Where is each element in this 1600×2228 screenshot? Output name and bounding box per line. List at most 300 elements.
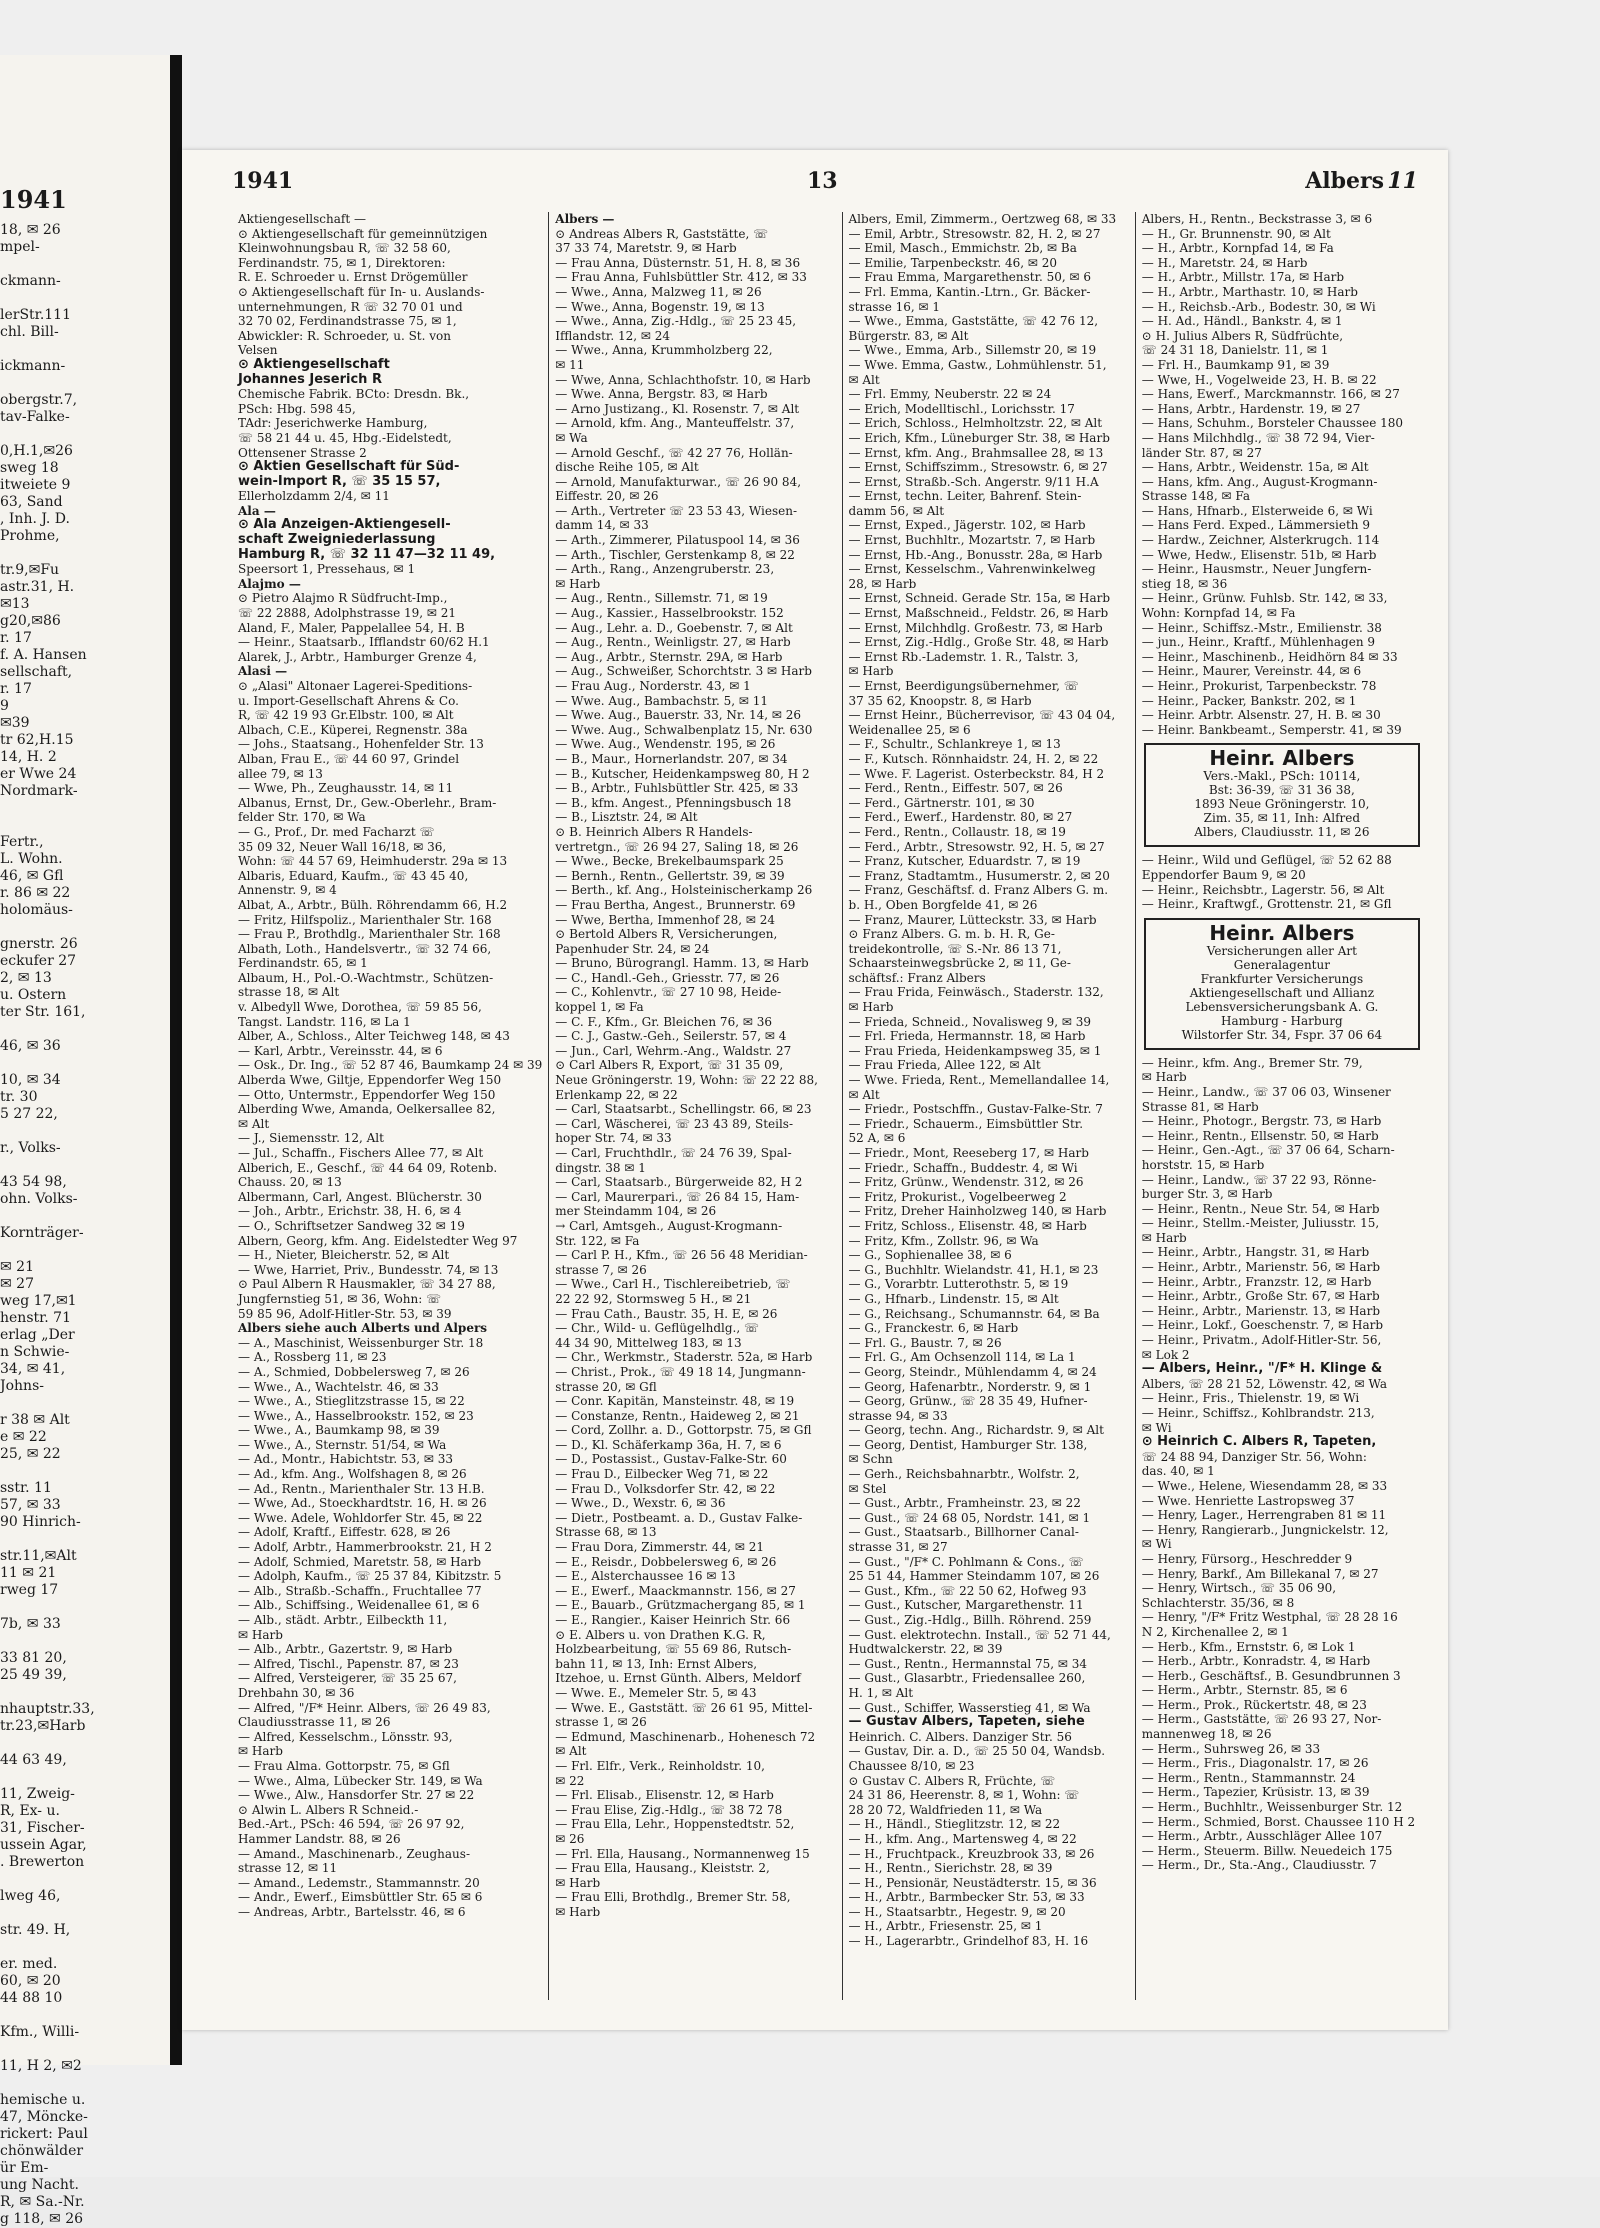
previous-page-line: sellschaft, — [0, 664, 73, 680]
directory-entry: 37 35 62, Knoopstr. 8, ✉ Harb — [848, 693, 1032, 708]
directory-entry: H. 1, ✉ Alt — [848, 1685, 914, 1700]
previous-page-line: hemische u. — [0, 2092, 86, 2108]
directory-entry: ✉ 11 — [555, 357, 585, 372]
directory-entry: — Arno Justizang., Kl. Rosenstr. 7, ✉ Alt — [555, 401, 800, 416]
advertisement-title: Heinr. Albers — [1209, 920, 1355, 945]
directory-entry: unternehmungen, R ☏ 32 70 01 und — [238, 299, 463, 314]
directory-entry: das. 40, ✉ 1 — [1141, 1464, 1215, 1479]
directory-entry: — Ferd., Rentn., Collaustr. 18, ✉ 19 — [848, 824, 1066, 839]
directory-entry: — Gust., ☏ 24 68 05, Nordstr. 141, ✉ 1 — [848, 1510, 1091, 1525]
previous-page-line: ✉ 21 — [0, 1259, 34, 1275]
directory-entry: — Heinr., Arbtr., Marienstr. 13, ✉ Harb — [1141, 1303, 1381, 1318]
directory-entry: — Emilie, Tarpenbeckstr. 46, ✉ 20 — [848, 255, 1058, 270]
directory-entry: strasse 12, ✉ 11 — [238, 1861, 338, 1876]
directory-entry: — H., Pensionär, Neustädterstr. 15, ✉ 36 — [848, 1875, 1097, 1890]
directory-entry: — Heinr., Staatsarb., Ifflandstr 60/62 H.1 — [238, 635, 490, 650]
advertisement-line: 1893 Neue Gröningerstr. 10, — [1194, 797, 1370, 812]
directory-entry: — Berth., kf. Ang., Holsteinischerkamp 26 — [555, 883, 813, 898]
directory-entry: — Frau Anna, Fuhlsbüttler Str. 412, ✉ 33 — [555, 270, 807, 285]
directory-entry: — Herb., Kfm., Ernststr. 6, ✉ Lok 1 — [1141, 1639, 1356, 1654]
directory-entry: — Ernst, Exped., Jägerstr. 102, ✉ Harb — [848, 518, 1086, 533]
directory-entry: — Aug., Rentn., Sillemstr. 71, ✉ 19 — [555, 591, 768, 606]
advertisement-line: Frankfurter Versicherungs — [1200, 971, 1364, 986]
directory-entry: — Heinr., Schiffsz.-Mstr., Emilienstr. 38 — [1141, 620, 1382, 635]
directory-entry: — Fritz, Grünw., Wendenstr. 312, ✉ 26 — [848, 1175, 1084, 1190]
directory-entry: Alberda Wwe, Giltje, Eppendorfer Weg 150 — [238, 1073, 502, 1088]
directory-entry: — Frau D., Volksdorfer Str. 42, ✉ 22 — [555, 1481, 776, 1496]
previous-page-line: lerStr.111 — [0, 307, 71, 323]
previous-page-line: ür Em- — [0, 2160, 49, 2176]
previous-page-line: 11, Zweig- — [0, 1786, 75, 1802]
directory-entry: — Herb., Geschäftsf., B. Gesundbrunnen 3 — [1141, 1668, 1401, 1683]
directory-entry: Papenhuder Str. 24, ✉ 24 — [555, 941, 710, 956]
directory-entry: — Heinr., Lokf., Goeschenstr. 7, ✉ Harb — [1141, 1318, 1384, 1333]
directory-entry: ✉ Harb — [555, 576, 601, 591]
directory-entry: — Frau Frieda, Heidenkampsweg 35, ✉ 1 — [848, 1043, 1102, 1058]
previous-page-line: r 38 ✉ Alt — [0, 1412, 70, 1428]
directory-entry: — Wwe. Anna, Bergstr. 83, ✉ Harb — [555, 387, 768, 402]
directory-entry: — C. J., Gastw.-Geh., Seilerstr. 57, ✉ 4 — [555, 1029, 787, 1044]
directory-entry: Claudiusstrasse 11, ✉ 26 — [238, 1715, 391, 1730]
directory-entry: — Ad., Montr., Habichtstr. 53, ✉ 33 — [238, 1452, 454, 1467]
directory-entry: — Heinr., Packer, Bankstr. 202, ✉ 1 — [1141, 693, 1357, 708]
directory-entry: — Georg, Dentist, Hamburger Str. 138, — [848, 1437, 1088, 1452]
directory-entry: ✉ 26 — [555, 1831, 585, 1846]
directory-entry: — Heinr., Rentn., Neue Str. 54, ✉ Harb — [1141, 1201, 1380, 1216]
directory-entry: — Henry, "/F* Fritz Westphal, ☏ 28 28 16 — [1141, 1610, 1398, 1625]
previous-page-line — [0, 1633, 170, 1650]
directory-columns — [232, 212, 1428, 2000]
directory-entry: — Frau Frida, Feinwäsch., Staderstr. 132, — [848, 985, 1104, 1000]
directory-entry: — Henry, Wirtsch., ☏ 35 06 90, — [1141, 1581, 1337, 1596]
directory-entry: — Wwe., Carl H., Tischlereibetrieb, ☏ — [555, 1277, 791, 1292]
directory-entry: — Wwe., A., Wachtelstr. 46, ✉ 33 — [238, 1379, 439, 1394]
directory-entry: ✉ Schn — [848, 1452, 893, 1467]
directory-entry: — Herm., Suhrsweg 26, ✉ 33 — [1141, 1741, 1321, 1756]
directory-entry: — Herm., Buchhltr., Weissenburger Str. 12 — [1141, 1800, 1403, 1815]
directory-entry: — Wwe. Aug., Bambachstr. 5, ✉ 11 — [555, 693, 769, 708]
directory-entry: — Heinr., Arbtr., Hangstr. 31, ✉ Harb — [1141, 1245, 1370, 1260]
previous-page-line: astr.31, H. — [0, 579, 75, 595]
directory-entry: — H., Arbtr., Millstr. 17a, ✉ Harb — [1141, 270, 1345, 285]
previous-page-line — [0, 1021, 170, 1038]
directory-entry: — Ernst Heinr., Bücherrevisor, ☏ 43 04 04, — [848, 708, 1116, 723]
directory-entry: ☏ 58 21 44 u. 45, Hbg.-Eidelstedt, — [238, 430, 452, 445]
directory-entry: — Frieda, Schneid., Novalisweg 9, ✉ 39 — [848, 1014, 1092, 1029]
directory-entry: — Wwe. F. Lagerist. Osterbeckstr. 84, H 2 — [848, 766, 1105, 781]
directory-entry: — Heinr., Arbtr., Franzstr. 12, ✉ Harb — [1141, 1274, 1372, 1289]
previous-page-line: r., Volks- — [0, 1140, 61, 1156]
previous-page-line: Nordmark- — [0, 783, 78, 799]
directory-entry: — Friedr., Mont, Reeseberg 17, ✉ Harb — [848, 1146, 1089, 1160]
directory-entry: — Arth., Vertreter ☏ 23 53 43, Wiesen- — [555, 503, 798, 518]
directory-entry: Chemische Fabrik. BCto: Dresdn. Bk., — [238, 387, 470, 402]
directory-entry: — Henry, Barkf., Am Billekanal 7, ✉ 27 — [1141, 1566, 1379, 1581]
directory-entry: ✉ Harb — [1141, 1230, 1187, 1245]
previous-page-line: 33 81 20, — [0, 1650, 67, 1666]
directory-entry: ✉ Harb — [848, 664, 894, 679]
directory-entry: — Emil, Arbtr., Stresowstr. 82, H. 2, ✉ 27 — [848, 226, 1101, 241]
directory-entry: — Georg, Hafenarbtr., Norderstr. 9, ✉ 1 — [848, 1379, 1092, 1394]
directory-entry: — Henry, Rangierarb., Jungnickelstr. 12, — [1141, 1522, 1389, 1537]
directory-entry: — Hans Ferd. Exped., Lämmersieth 9 — [1141, 518, 1370, 533]
directory-entry: Aland, F., Maler, Pappelallee 54, H. B — [238, 620, 465, 635]
previous-page-line — [0, 1905, 170, 1922]
directory-entry: v. Albedyll Wwe, Dorothea, ☏ 59 85 56, — [238, 1000, 482, 1015]
previous-page-line: eckufer 27 — [0, 953, 77, 969]
previous-page-line: ter Str. 161, — [0, 1004, 86, 1020]
directory-entry: — Fritz, Dreher Hainholzweg 140, ✉ Harb — [848, 1204, 1107, 1219]
advertisement-line: Lebensversicherungsbank A. G. — [1185, 999, 1379, 1014]
previous-page-line: tav-Falke- — [0, 409, 70, 425]
directory-entry: — Wwe. E., Memeler Str. 5, ✉ 43 — [555, 1685, 757, 1700]
directory-entry: — Arnold, Manufakturwar., ☏ 26 90 84, — [555, 474, 802, 489]
directory-entry: — Frau Emma, Margarethenstr. 50, ✉ 6 — [848, 270, 1092, 285]
previous-page-line: 18, ✉ 26 — [0, 222, 61, 238]
directory-entry: — G., Vorarbtr. Lutterothstr. 5, ✉ 19 — [848, 1277, 1069, 1292]
directory-entry: koppel 1, ✉ Fa — [555, 1000, 644, 1015]
directory-entry: — Gust., Rentn., Hermannstal 75, ✉ 34 — [848, 1656, 1088, 1671]
previous-page-line: itweiete 9 — [0, 477, 71, 493]
directory-entry: — Osk., Dr. Ing., ☏ 52 87 46, Baumkamp 24 ✉ 39 — [238, 1058, 543, 1073]
previous-page-line — [0, 1684, 170, 1701]
directory-entry: — Wwe., Anna, Malzweg 11, ✉ 26 — [555, 284, 762, 299]
directory-entry: — B., Arbtr., Fuhlsbüttler Str. 425, ✉ 33 — [555, 781, 799, 796]
directory-entry: 59 85 96, Adolf-Hitler-Str. 53, ✉ 39 — [238, 1306, 452, 1321]
directory-entry: damm 56, ✉ Alt — [848, 503, 945, 518]
page-number: 13 — [807, 168, 838, 194]
directory-entry: ✉ Harb — [555, 1875, 601, 1890]
previous-page-line: r. 17 — [0, 681, 32, 697]
directory-entry: — Wwe., Emma, Gaststätte, ☏ 42 76 12, — [848, 314, 1099, 329]
advertisement-line: Vers.-Makl., PSch: 10114, — [1203, 769, 1361, 784]
directory-entry: — Wwe. Henriette Lastropsweg 37 — [1141, 1493, 1355, 1508]
directory-entry: — Heinr., Prokurist, Tarpenbeckstr. 78 — [1141, 679, 1377, 693]
previous-page-line: 5 27 22, — [0, 1106, 58, 1122]
previous-page-line: L. Wohn. — [0, 851, 63, 867]
previous-page-line — [0, 919, 170, 936]
column-1 — [232, 212, 549, 2000]
column-3 — [843, 212, 1136, 2000]
directory-entry: — C., Kohlenvtr., ☏ 27 10 98, Heide- — [555, 985, 782, 1000]
directory-entry: Drehbahn 30, ✉ 36 — [238, 1685, 355, 1700]
directory-entry: — Ernst, kfm. Ang., Brahmsallee 28, ✉ 13 — [848, 445, 1104, 460]
directory-entry: ✉ 22 — [555, 1773, 585, 1788]
directory-entry: schaft Zweigniederlassung — [238, 532, 436, 548]
directory-entry: — H., Rentn., Sierichstr. 28, ✉ 39 — [848, 1861, 1053, 1876]
directory-entry: Velsen — [238, 343, 278, 358]
directory-entry: — Wwe., Alma, Lübecker Str. 149, ✉ Wa — [238, 1773, 483, 1788]
directory-entry: R. E. Schroeder u. Ernst Drögemüller — [238, 270, 468, 285]
directory-entry: — Herm., Rentn., Stammannstr. 24 — [1141, 1770, 1356, 1785]
directory-entry: — Ferd., Rentn., Eiffestr. 507, ✉ 26 — [848, 781, 1063, 796]
directory-entry: — H., Arbtr., Friesenstr. 25, ✉ 1 — [848, 1919, 1043, 1934]
directory-entry: — Herb., Arbtr., Konradstr. 4, ✉ Harb — [1141, 1654, 1371, 1669]
column-4 — [1136, 212, 1428, 2000]
directory-entry: — Dietr., Postbeamt. a. D., Gustav Falke- — [555, 1510, 803, 1525]
directory-entry: — Wwe., Emma, Arb., Sillemstr 20, ✉ 19 — [848, 343, 1097, 358]
directory-entry: — Wwe., Anna, Bogenstr. 19, ✉ 13 — [555, 299, 765, 314]
directory-entry: Str. 122, ✉ Fa — [555, 1233, 640, 1248]
previous-page-line: chönwälder — [0, 2143, 84, 2159]
directory-entry: — F., Schultr., Schlankreye 1, ✉ 13 — [848, 737, 1061, 752]
directory-entry: — Wwe., Alw., Hansdorfer Str. 27 ✉ 22 — [238, 1788, 475, 1803]
advertisement-line: Wilstorfer Str. 34, Fspr. 37 06 64 — [1181, 1027, 1383, 1042]
directory-entry: — Herm., Prok., Rückertstr. 48, ✉ 23 — [1141, 1697, 1367, 1712]
previous-page-line: R, Ex- u. — [0, 1803, 60, 1819]
directory-entry: — Wwe., Becke, Brekelbaumspark 25 — [555, 854, 784, 869]
directory-entry: — Heinr., Privatm., Adolf-Hitler-Str. 56, — [1141, 1333, 1382, 1348]
directory-entry: — Friedr., Postschffn., Gustav-Falke-Str. 7 — [848, 1102, 1103, 1117]
directory-entry: Hamburg R, ☏ 32 11 47—32 11 49, — [238, 546, 496, 562]
directory-entry: felder Str. 170, ✉ Wa — [238, 810, 366, 825]
directory-entry: — Heinr., Photogr., Bergstr. 73, ✉ Harb — [1141, 1114, 1382, 1129]
directory-entry: — Karl, Arbtr., Vereinsstr. 44, ✉ 6 — [238, 1043, 443, 1058]
directory-entry: Tangst. Landstr. 116, ✉ La 1 — [238, 1014, 411, 1029]
directory-entry: Heinrich. C. Albers. Danziger Str. 56 — [848, 1729, 1072, 1744]
previous-page-line: sweg 18 — [0, 460, 59, 476]
previous-page-line: 46, ✉ 36 — [0, 1038, 61, 1054]
previous-page-line: ickmann- — [0, 358, 66, 374]
directory-entry: — Wwe., A., Sternstr. 51/54, ✉ Wa — [238, 1437, 447, 1452]
directory-entry: — Jun., Carl, Wehrm.-Ang., Waldstr. 27 — [555, 1043, 792, 1058]
previous-page-line — [0, 1939, 170, 1956]
directory-entry: schäftsf.: Franz Albers — [848, 970, 986, 985]
directory-entry: Albat, A., Arbtr., Bülh. Röhrendamm 66, H.2 — [238, 897, 508, 912]
directory-entry: — B., Lisztstr. 24, ✉ Alt — [555, 810, 698, 825]
directory-entry: — Heinr., Landw., ☏ 37 06 03, Winsener — [1141, 1084, 1391, 1099]
directory-entry: Wohn: ☏ 44 57 69, Heimhuderstr. 29a ✉ 13 — [238, 854, 508, 869]
running-head-volume: 11 — [1387, 168, 1418, 194]
directory-entry: — Arnold Geschf., ☏ 42 27 76, Hollän- — [555, 445, 793, 460]
directory-entry: ⊙ Franz Albers. G. m. b. H. R, Ge- — [848, 927, 1055, 942]
directory-entry: — G., Reichsang., Schumannstr. 64, ✉ Ba — [848, 1306, 1100, 1321]
directory-entry: allee 79, ✉ 13 — [238, 766, 323, 781]
directory-entry: stieg 18, ✉ 36 — [1141, 576, 1228, 591]
directory-entry: — Herm., Gaststätte, ☏ 26 93 27, Nor- — [1141, 1712, 1382, 1727]
directory-entry: damm 14, ✉ 33 — [555, 518, 649, 533]
directory-entry: ⊙ Heinrich C. Albers R, Tapeten, — [1141, 1434, 1377, 1450]
directory-entry: dingstr. 38 ✉ 1 — [555, 1160, 646, 1175]
directory-entry: — Hardw., Zeichner, Alsterkrugch. 114 — [1141, 533, 1380, 548]
previous-page-line: henstr. 71 — [0, 1310, 71, 1326]
directory-entry: — Gust., Zig.-Hdlg., Billh. Röhrend. 259 — [848, 1613, 1092, 1627]
directory-entry: — Ernst, Kesselschm., Vahrenwinkelweg — [848, 562, 1096, 577]
directory-entry: — B., kfm. Angest., Pfenningsbusch 18 — [555, 795, 792, 810]
directory-entry: — Frl. Emma, Kantin.-Ltrn., Gr. Bäcker- — [848, 284, 1091, 299]
directory-entry: Albers, H., Rentn., Beckstrasse 3, ✉ 6 — [1141, 212, 1373, 226]
directory-entry: ⊙ Aktiengesellschaft für In- u. Auslands- — [238, 284, 485, 299]
directory-entry: — Franz, Stadtamtm., Husumerstr. 2, ✉ 20 — [848, 868, 1110, 883]
directory-entry: ⊙ Carl Albers R, Export, ☏ 31 35 09, — [555, 1058, 784, 1073]
directory-entry: — Ferd., Arbtr., Stresowstr. 92, H. 5, ✉ 27 — [848, 839, 1105, 854]
directory-entry: — Henry, Lager., Herrengraben 81 ✉ 11 — [1141, 1508, 1387, 1523]
directory-entry: — Franz, Kutscher, Eduardstr. 7, ✉ 19 — [848, 854, 1081, 869]
directory-entry: — Hans Milchhdlg., ☏ 38 72 94, Vier- — [1141, 430, 1375, 445]
previous-page-line: tr 62,H.15 — [0, 732, 74, 748]
column-2 — [549, 212, 842, 2000]
directory-entry: länder Str. 87, ✉ 27 — [1141, 445, 1262, 460]
directory-entry: ⊙ Paul Albern R Hausmakler, ☏ 34 27 88, — [238, 1277, 496, 1292]
directory-entry: — Arnold, kfm. Ang., Manteuffelstr. 37, — [555, 416, 795, 431]
previous-page-line — [0, 1531, 170, 1548]
directory-entry: — Erich, Kfm., Lüneburger Str. 38, ✉ Harb — [848, 430, 1110, 445]
directory-entry: — Herm., Tapezier, Krüsistr. 13, ✉ 39 — [1141, 1785, 1370, 1800]
directory-entry: — G., Franckestr. 6, ✉ Harb — [848, 1321, 1019, 1336]
directory-entry: — Amand., Ledemstr., Stammannstr. 20 — [238, 1875, 480, 1890]
previous-page-line: ussein Agar, — [0, 1837, 87, 1853]
directory-entry: — Heinr., Hausmstr., Neuer Jungfern- — [1141, 562, 1372, 577]
directory-entry: → Carl, Amtsgeh., August-Krogmann- — [555, 1218, 783, 1233]
directory-entry: — Adolf, Schmied, Maretstr. 58, ✉ Harb — [238, 1554, 482, 1569]
directory-entry: — Gust., Kutscher, Margarethenstr. 11 — [848, 1598, 1084, 1613]
previous-page-line: n Schwie- — [0, 1344, 70, 1360]
previous-page-line: g 118, ✉ 26 — [0, 2211, 84, 2227]
previous-page-line: lweg 46, — [0, 1888, 61, 1904]
directory-entry: — Frau Elli, Brothdlg., Bremer Str. 58, — [555, 1890, 791, 1905]
directory-entry: ✉ Wi — [1141, 1420, 1172, 1435]
directory-entry: — Wwe. E., Gaststätt. ☏ 26 61 95, Mittel- — [555, 1700, 813, 1715]
directory-entry: — Albers, Heinr., "/F* H. Klinge & — [1141, 1361, 1383, 1377]
directory-entry: Ifflandstr. 12, ✉ 24 — [555, 328, 671, 343]
directory-entry: Eppendorfer Baum 9, ✉ 20 — [1141, 867, 1306, 882]
directory-entry: — Wwe., A., Hasselbrookstr. 152, ✉ 23 — [238, 1408, 474, 1423]
directory-entry: — Aug., Arbtr., Sternstr. 29A, ✉ Harb — [555, 649, 783, 664]
directory-entry: — Gust., Schiffer, Wasserstieg 41, ✉ Wa — [848, 1700, 1091, 1715]
previous-page-line: tr.9,✉Fu — [0, 562, 60, 578]
directory-entry: Bürgerstr. 83, ✉ Alt — [848, 328, 969, 343]
directory-entry: ✉ Alt — [238, 1116, 270, 1131]
directory-entry: Bed.-Art., PSch: 46 594, ☏ 26 97 92, — [238, 1817, 465, 1832]
directory-entry: — Wwe., Anna, Zig.-Hdlg., ☏ 25 23 45, — [555, 314, 797, 329]
directory-entry: — Bruno, Bürograngl. Hamm. 13, ✉ Harb — [555, 956, 809, 971]
directory-entry: — Hans, Hfnarb., Elsterweide 6, ✉ Wi — [1141, 503, 1373, 518]
directory-entry: — Gustav Albers, Tapeten, siehe — [848, 1714, 1085, 1730]
section-heading: Albers siehe auch Alberts und Alpers — [238, 1321, 488, 1336]
directory-entry: — Gustav, Dir. a. D., ☏ 25 50 04, Wandsb. — [848, 1744, 1106, 1759]
directory-entry: Johannes Jeserich R — [238, 371, 382, 387]
previous-page-line: 10, ✉ 34 — [0, 1072, 61, 1088]
directory-entry: — Frl. G., Baustr. 7, ✉ 26 — [848, 1335, 1002, 1350]
directory-entry: Alban, Frau E., ☏ 44 60 97, Grindel — [238, 751, 460, 766]
directory-entry: Alarek, J., Arbtr., Hamburger Grenze 4, — [238, 649, 477, 664]
directory-entry: — Gerh., Reichsbahnarbtr., Wolfstr. 2, — [848, 1467, 1080, 1482]
directory-entry: — H. Ad., Händl., Bankstr. 4, ✉ 1 — [1141, 314, 1343, 329]
directory-entry: — Ad., Rentn., Marienthaler Str. 13 H.B. — [238, 1481, 485, 1496]
directory-entry: — Frau D., Eilbecker Weg 71, ✉ 22 — [555, 1467, 769, 1482]
directory-entry: — H., Lagerarbtr., Grindelhof 83, H. 16 — [848, 1934, 1089, 1949]
directory-entry: 22 22 92, Stormsweg 5 H., ✉ 21 — [555, 1291, 752, 1306]
previous-page-line — [0, 2075, 170, 2092]
directory-entry: strasse 20, ✉ Gfl — [555, 1379, 657, 1394]
directory-entry: — Wwe. Aug., Wendenstr. 195, ✉ 26 — [555, 737, 776, 752]
previous-page-line — [0, 1395, 170, 1412]
directory-entry: — Alfred, Tischl., Papenstr. 87, ✉ 23 — [238, 1656, 459, 1671]
previous-page-line: chl. Bill- — [0, 324, 59, 340]
directory-entry: ⊙ „Alasi" Altonaer Lagerei-Speditions- — [238, 679, 473, 693]
directory-entry: — H., Staatsarbtr., Hegestr. 9, ✉ 20 — [848, 1904, 1066, 1919]
previous-page-line: Kfm., Willi- — [0, 2024, 80, 2040]
advertisement-box — [1144, 743, 1420, 847]
directory-entry: — Wwe. Aug., Schwalbenplatz 15, Nr. 630 — [555, 722, 813, 737]
directory-entry: — H., Reichsb.-Arb., Bodestr. 30, ✉ Wi — [1141, 299, 1376, 314]
directory-entry: — Heinr., Stellm.-Meister, Juliusstr. 15, — [1141, 1216, 1380, 1231]
directory-entry: — Frau Elise, Zig.-Hdlg., ☏ 38 72 78 — [555, 1802, 783, 1817]
previous-page-line: r. 86 ✉ 22 — [0, 885, 71, 901]
directory-entry: — Ernst, Maßschneid., Feldstr. 26, ✉ Harb — [848, 606, 1109, 621]
directory-entry: — Frl. Ella, Hausang., Normannenweg 15 — [555, 1846, 810, 1861]
directory-entry: N 2, Kirchenallee 2, ✉ 1 — [1141, 1624, 1289, 1639]
previous-page-line — [0, 1208, 170, 1225]
directory-entry: — Heinr., Maschinenb., Heidhörn 84 ✉ 33 — [1141, 649, 1398, 664]
directory-entry: — Amand., Maschinenarb., Zeughaus- — [238, 1846, 471, 1861]
previous-page-line: Johns- — [0, 1378, 44, 1394]
directory-entry: — Frl. H., Baumkamp 91, ✉ 39 — [1141, 357, 1330, 372]
directory-entry: — Adolph, Kaufm., ☏ 25 37 84, Kibitzstr. 5 — [238, 1569, 502, 1584]
previous-page-line: 11 ✉ 21 — [0, 1565, 57, 1581]
directory-entry: — Bernh., Rentn., Gellertstr. 39, ✉ 39 — [555, 868, 785, 883]
directory-entry: — Herm., Dr., Sta.-Ang., Claudiusstr. 7 — [1141, 1858, 1377, 1873]
directory-entry: ✉ Stel — [848, 1481, 887, 1496]
previous-page-line: 14, H. 2 — [0, 749, 57, 765]
directory-entry: — H., Maretstr. 24, ✉ Harb — [1141, 255, 1308, 270]
directory-entry: — Johs., Staatsang., Hohenfelder Str. 13 — [238, 737, 484, 752]
directory-entry: ✉ Wi — [1141, 1537, 1172, 1552]
directory-entry: — Heinr., Schiffsz., Kohlbrandstr. 213, — [1141, 1406, 1375, 1420]
directory-entry: — Wwe, Ph., Zeughausstr. 14, ✉ 11 — [238, 781, 454, 796]
directory-entry: 35 09 32, Neuer Wall 16/18, ✉ 36, — [238, 839, 447, 854]
previous-page-line: 11, H 2, ✉2 — [0, 2058, 82, 2074]
directory-entry: ⊙ H. Julius Albers R, Südfrüchte, — [1141, 328, 1344, 343]
directory-entry: ☏ 24 88 94, Danziger Str. 56, Wohn: — [1141, 1449, 1367, 1464]
section-heading: Ala — — [238, 503, 276, 518]
previous-page-line: ✉ 27 — [0, 1276, 34, 1292]
directory-entry: — H., kfm. Ang., Martensweg 4, ✉ 22 — [848, 1831, 1077, 1846]
previous-page-line — [0, 375, 170, 392]
directory-entry: — Wwe, Hedw., Elisenstr. 51b, ✉ Harb — [1141, 547, 1377, 562]
directory-entry: — D., Postassist., Gustav-Falke-Str. 60 — [555, 1452, 787, 1467]
directory-entry: — jun., Heinr., Kraftf., Mühlenhagen 9 — [1141, 635, 1376, 650]
directory-entry: — Herm., Schmied, Borst. Chaussee 110 H 2 — [1141, 1814, 1416, 1829]
directory-entry: Schlachterstr. 35/36, ✉ 8 — [1141, 1595, 1295, 1610]
directory-entry: — Frl. G., Am Ochsenzoll 114, ✉ La 1 — [848, 1350, 1076, 1365]
running-head-year: 1941 — [232, 168, 294, 194]
directory-entry: ✉ Lok 2 — [1141, 1347, 1190, 1362]
directory-entry: — H., Arbtr., Barmbecker Str. 53, ✉ 33 — [848, 1890, 1085, 1905]
directory-entry: Strasse 68, ✉ 13 — [555, 1525, 657, 1540]
previous-page-line — [0, 800, 170, 817]
directory-entry: — Carl, Wäscherei, ☏ 23 43 89, Steils- — [555, 1116, 794, 1131]
previous-page-line: rweg 17 — [0, 1582, 59, 1598]
directory-entry: — Edmund, Maschinenarb., Hohenesch 72 — [555, 1729, 816, 1744]
previous-page-line: sstr. 11 — [0, 1480, 52, 1496]
directory-entry: — Andr., Ewerf., Eimsbüttler Str. 65 ✉ 6 — [238, 1890, 483, 1905]
directory-entry: — Wwe. Frieda, Rent., Memellandallee 14, — [848, 1073, 1110, 1088]
directory-entry: — Heinr. Bankbeamt., Semperstr. 41, ✉ 39 — [1141, 722, 1402, 737]
directory-entry: — Chr., Werkmstr., Staderstr. 52a, ✉ Harb — [555, 1350, 813, 1365]
previous-page-line — [0, 1157, 170, 1174]
directory-entry: ✉ Harb — [238, 1744, 283, 1759]
directory-entry: — Wwe, Ad., Stoeckhardtstr. 16, H. ✉ 26 — [238, 1496, 487, 1511]
book-gutter — [170, 55, 182, 2065]
directory-entry: — G., Sophienallee 38, ✉ 6 — [848, 1248, 1012, 1263]
directory-entry: — Frau Cath., Baustr. 35, H. E, ✉ 26 — [555, 1306, 778, 1321]
previous-page-line — [0, 1123, 170, 1140]
previous-page-line: holomäus- — [0, 902, 73, 918]
directory-entry: strasse 94, ✉ 33 — [848, 1408, 948, 1423]
previous-page-line: 2, ✉ 13 — [0, 970, 52, 986]
directory-entry: Albers, ☏ 28 21 52, Löwenstr. 42, ✉ Wa — [1141, 1376, 1387, 1391]
